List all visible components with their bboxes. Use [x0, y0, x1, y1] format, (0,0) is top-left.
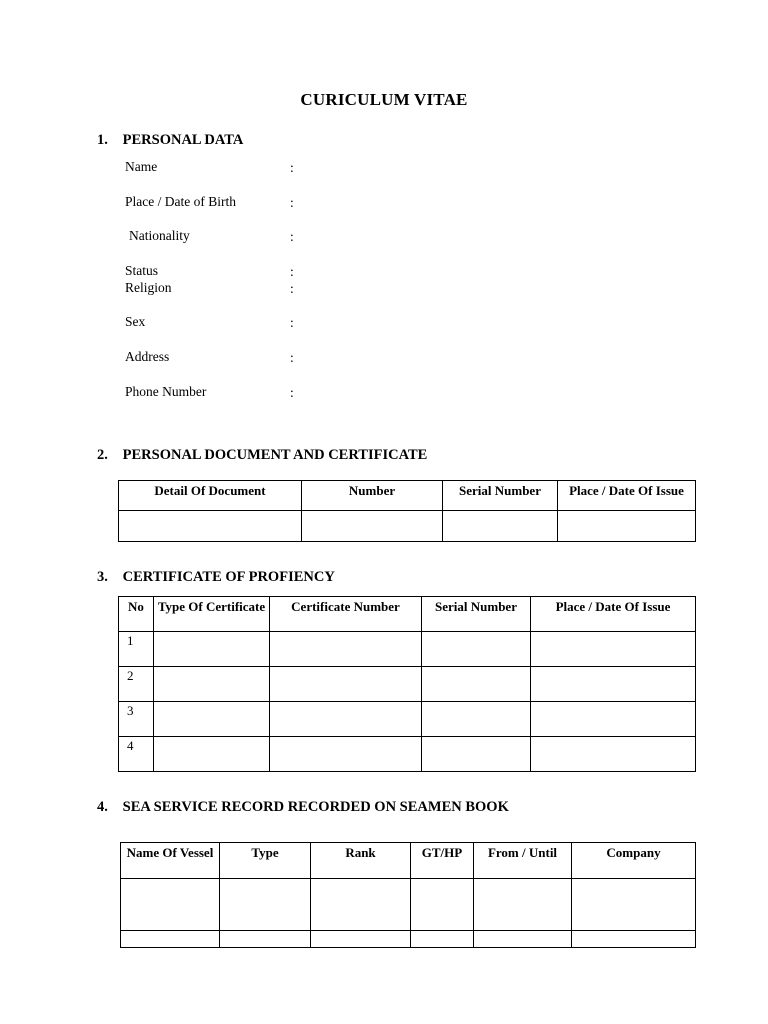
- field-colon: :: [290, 281, 294, 296]
- table-header: Serial Number: [422, 597, 531, 632]
- table-header: Serial Number: [443, 481, 558, 511]
- field-label-address: Address: [125, 349, 170, 364]
- table-cell: [220, 879, 311, 931]
- table-cell: [121, 879, 220, 931]
- sea-service-table: [120, 842, 696, 948]
- field-colon: :: [290, 315, 294, 330]
- section-number: 4.: [97, 799, 108, 815]
- field-label-nationality: Nationality: [129, 228, 190, 243]
- table-cell: [474, 931, 572, 948]
- section-heading: PERSONAL DOCUMENT AND CERTIFICATE: [122, 447, 428, 463]
- table-cell: [119, 511, 302, 542]
- section-sea-service-heading: [97, 799, 509, 816]
- field-colon: :: [290, 264, 294, 279]
- field-colon: :: [290, 385, 294, 400]
- table-cell: [270, 737, 422, 772]
- field-label-birth: Place / Date of Birth: [125, 194, 236, 209]
- field-colon: :: [290, 350, 294, 365]
- section-number: 2.: [97, 447, 108, 463]
- table-row: [119, 737, 696, 772]
- table-cell: [531, 667, 696, 702]
- table-cell: [474, 879, 572, 931]
- table-cell: [531, 737, 696, 772]
- field-colon: :: [290, 160, 294, 175]
- section-proficiency-heading: [97, 569, 335, 586]
- page-title: CURICULUM VITAE: [300, 90, 468, 109]
- row-number: 3: [119, 702, 154, 737]
- section-documents-heading: [97, 447, 427, 464]
- field-label-religion: Religion: [125, 280, 172, 295]
- table-row: [119, 632, 696, 667]
- field-label-sex: Sex: [125, 314, 146, 329]
- table-cell: [121, 931, 220, 948]
- table-cell: [572, 879, 696, 931]
- section-number: 3.: [97, 569, 108, 585]
- table-header: Detail Of Document: [119, 481, 302, 511]
- table-cell: [154, 667, 270, 702]
- table-cell: [422, 632, 531, 667]
- proficiency-table: [118, 596, 696, 772]
- table-row: [121, 879, 696, 931]
- row-number: 2: [119, 667, 154, 702]
- table-header: Certificate Number: [270, 597, 422, 632]
- table-header: Place / Date Of Issue: [531, 597, 696, 632]
- field-colon: :: [290, 195, 294, 210]
- table-cell: [154, 737, 270, 772]
- table-header: Type Of Certificate: [154, 597, 270, 632]
- table-header: Rank: [311, 843, 411, 879]
- table-cell: [531, 702, 696, 737]
- table-header: Place / Date Of Issue: [558, 481, 696, 511]
- table-header: Type: [220, 843, 311, 879]
- table-cell: [443, 511, 558, 542]
- table-cell: [422, 667, 531, 702]
- table-row: [121, 931, 696, 948]
- section-heading: SEA SERVICE RECORD RECORDED ON SEAMEN BOOK: [122, 799, 509, 815]
- field-label-name: Name: [125, 159, 158, 174]
- table-row: [119, 667, 696, 702]
- section-heading: CERTIFICATE OF PROFIENCY: [122, 569, 335, 585]
- section-heading: PERSONAL DATA: [122, 132, 244, 148]
- table-cell: [411, 931, 474, 948]
- table-header: No: [119, 597, 154, 632]
- section-number: 1.: [97, 132, 108, 148]
- table-cell: [270, 667, 422, 702]
- table-cell: [572, 931, 696, 948]
- table-cell: [302, 511, 443, 542]
- table-cell: [270, 632, 422, 667]
- table-cell: [270, 702, 422, 737]
- field-label-status: Status: [125, 263, 159, 278]
- table-cell: [422, 702, 531, 737]
- table-cell: [311, 879, 411, 931]
- field-label-phone: Phone Number: [125, 384, 207, 399]
- row-number: 4: [119, 737, 154, 772]
- table-cell: [422, 737, 531, 772]
- documents-table: [118, 480, 696, 542]
- table-cell: [154, 632, 270, 667]
- table-header: Company: [572, 843, 696, 879]
- table-row: [119, 702, 696, 737]
- table-header: From / Until: [474, 843, 572, 879]
- table-header: Name Of Vessel: [121, 843, 220, 879]
- section-personal-data-heading: [97, 132, 243, 149]
- row-number: 1: [119, 632, 154, 667]
- table-cell: [311, 931, 411, 948]
- table-header: Number: [302, 481, 443, 511]
- table-cell: [154, 702, 270, 737]
- table-cell: [411, 879, 474, 931]
- table-header: GT/HP: [411, 843, 474, 879]
- field-colon: :: [290, 229, 294, 244]
- table-cell: [531, 632, 696, 667]
- table-cell: [558, 511, 696, 542]
- table-cell: [220, 931, 311, 948]
